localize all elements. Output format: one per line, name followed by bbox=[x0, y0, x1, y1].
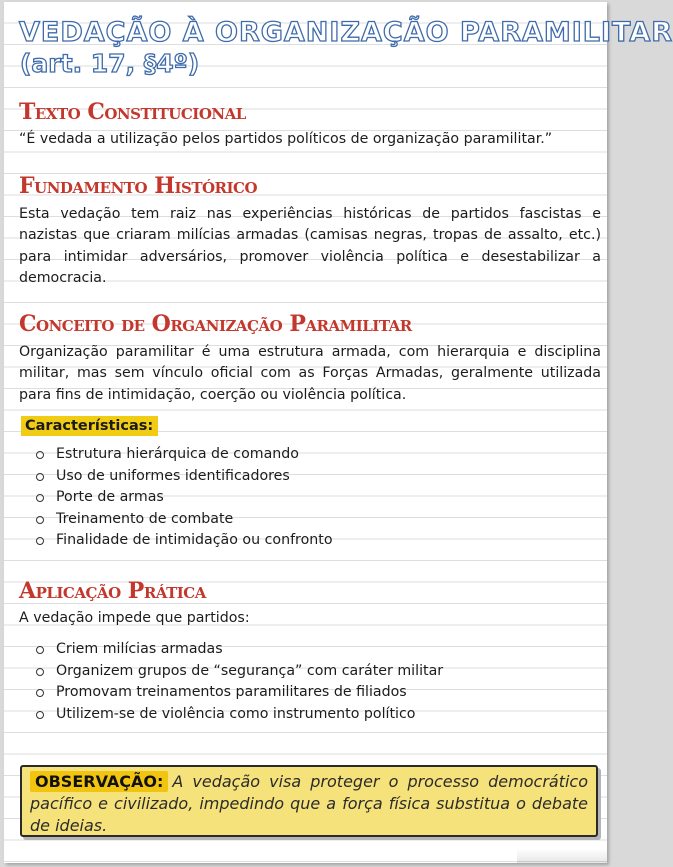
aplicacao-list bbox=[19, 639, 601, 725]
bullet-icon bbox=[36, 451, 44, 459]
bullet-icon bbox=[36, 689, 44, 697]
bullet-icon bbox=[36, 711, 44, 719]
list-item: Finalidade de intimidação ou confronto bbox=[36, 530, 601, 552]
page-curl-shadow bbox=[517, 849, 607, 863]
main-subtitle: (art. 17, §4º) bbox=[20, 49, 200, 78]
list-item: Uso de uniformes identificadores bbox=[36, 466, 601, 488]
caracteristicas-list bbox=[19, 444, 601, 552]
section-heading-aplicacao-pratica: Aplicação Prática bbox=[19, 577, 206, 604]
texto-constitucional-quote: “É vedada a utilização pelos partidos políticos de organização paramilitar.” bbox=[19, 131, 553, 147]
section-heading-conceito: Conceito de Organização Paramilitar bbox=[19, 310, 412, 337]
bullet-icon bbox=[36, 473, 44, 481]
bullet-icon bbox=[36, 494, 44, 502]
list-item: Criem milícias armadas bbox=[36, 639, 601, 661]
section-heading-texto-constitucional: Texto Constitucional bbox=[19, 99, 246, 125]
list-item: Estrutura hierárquica de comando bbox=[36, 444, 601, 466]
bullet-icon bbox=[36, 668, 44, 676]
list-item: Porte de armas bbox=[36, 487, 601, 509]
bullet-icon bbox=[36, 646, 44, 654]
bullet-icon bbox=[36, 516, 44, 524]
section-heading-fundamento-historico: Fundamento Histórico bbox=[19, 172, 258, 199]
observacao-label: OBSERVAÇÃO: bbox=[30, 771, 168, 792]
list-item: Promovam treinamentos paramilitares de filiados bbox=[36, 682, 601, 704]
aplicacao-intro: A vedação impede que partidos: bbox=[19, 609, 250, 626]
conceito-text: Organização paramilitar é uma estrutura armada, com hierarquia e disciplina militar, mas sem vínculo oficial com as Forças Armadas, geralmente utilizada para fins de intimidação, coerção ou violência política. bbox=[19, 343, 601, 403]
document-page bbox=[4, 2, 673, 863]
list-item: Organizem grupos de “segurança” com caráter militar bbox=[36, 661, 601, 683]
list-item: Treinamento de combate bbox=[36, 509, 601, 531]
observacao-text: A vedação visa proteger o processo democrático pacífico e civilizado, impedindo que a força física substitua o debate de ideias. bbox=[30, 772, 588, 835]
bullet-icon bbox=[36, 537, 44, 545]
list-item: Utilizem-se de violência como instrumento político bbox=[36, 704, 601, 726]
document-content bbox=[19, 16, 673, 835]
observacao-box bbox=[20, 765, 598, 837]
fundamento-historico-text: Esta vedação tem raiz nas experiências históricas de partidos fascistas e nazistas que criaram milícias armadas (camisas negras, tropas de assalto, etc.) para intimidar adversários, promover violência política e desestabilizar a democracia. bbox=[19, 205, 601, 286]
caracteristicas-label-row bbox=[21, 415, 601, 435]
caracteristicas-label: Características: bbox=[21, 416, 158, 436]
main-title: VEDAÇÃO À ORGANIZAÇÃO PARAMILITAR bbox=[19, 17, 673, 48]
